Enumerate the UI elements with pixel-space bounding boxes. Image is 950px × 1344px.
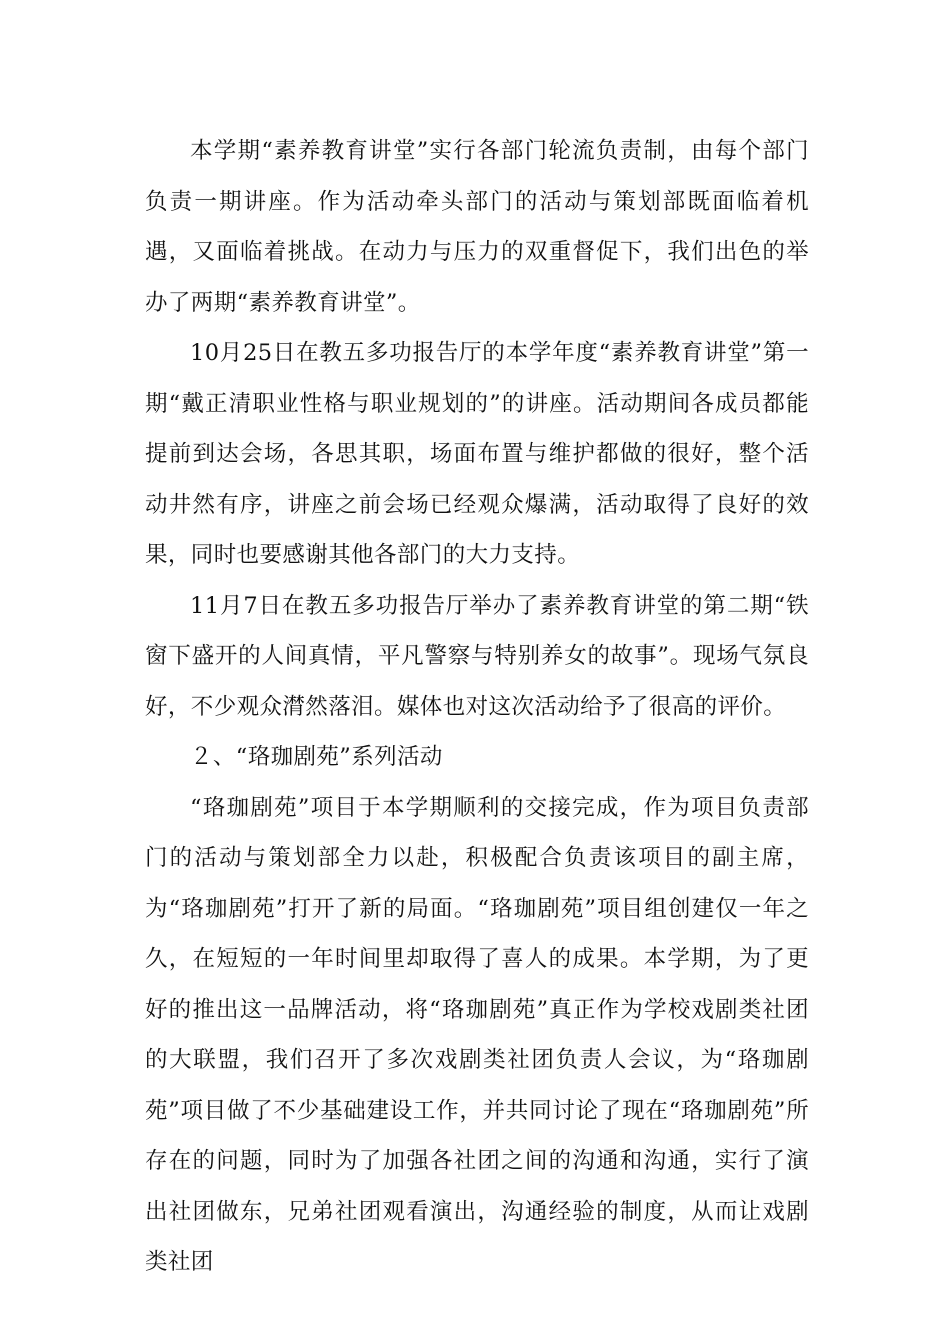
section-heading: ２、“珞珈剧苑”系列活动 xyxy=(190,744,443,770)
paragraph-luojia-theatre: “珞珈剧苑”项目于本学期顺利的交接完成，作为项目负责部门的活动与策划部全力以赴，积极配合负责该项目的副主席，为“珞珈剧苑”打开了新的局面。“珞珈剧苑”项目组创建仅一年之久，在短短的一年时间里却取得了喜人的成果。本学期，为了更好的推出这一品牌活动，将“珞珈剧苑”真正作为学校戏剧类社团的大联盟，我们召开了多次戏剧类社团负责人会议，为“珞珈剧苑”项目做了不少基础建设工作，并共同讨论了现在“珞珈剧苑”所存在的问题，同时为了加强各社团之间的沟通和沟通，实行了演出社团做东，兄弟社团观看演出，沟通经验的制度，从而让戏剧类社团 xyxy=(145,794,809,1275)
paragraph-second-lecture: 11月7日在教五多功报告厅举办了素养教育讲堂的第二期“铁窗下盛开的人间真情，平凡警察与特别养女的故事”。现场气氛良好，不少观众潸然落泪。媒体也对这次活动给予了很高的评价。 xyxy=(145,592,809,720)
document-body xyxy=(145,126,809,1288)
paragraph-lecture-overview: 本学期“素养教育讲堂”实行各部门轮流负责制，由每个部门负责一期讲座。作为活动牵头部门的活动与策划部既面临着机遇，又面临着挑战。在动力与压力的双重督促下，我们出色的举办了两期“素养教育讲堂”。 xyxy=(145,138,809,316)
paragraph-first-lecture: 10月25日在教五多功报告厅的本学年度“素养教育讲堂”第一期“戴正清职业性格与职业规划的”的讲座。活动期间各成员都能提前到达会场，各思其职，场面布置与维护都做的很好，整个活动井然有序，讲座之前会场已经观众爆满，活动取得了良好的效果，同时也要感谢其他各部门的大力支持。 xyxy=(145,340,809,568)
